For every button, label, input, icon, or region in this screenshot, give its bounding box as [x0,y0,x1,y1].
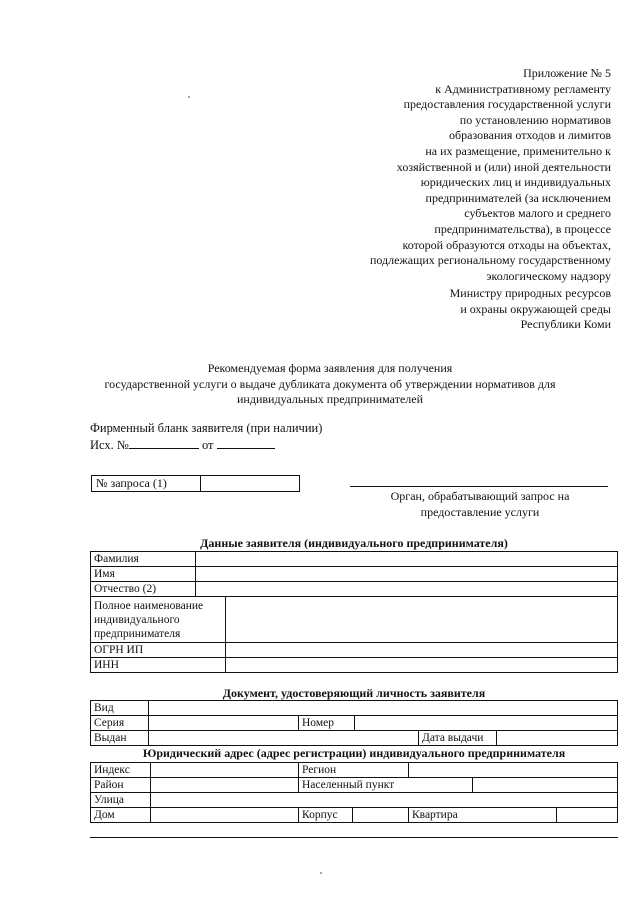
header-line: предпринимательства), в процессе [434,221,611,236]
header-line: подлежащих региональному государственному [369,253,611,268]
table-row [91,731,618,746]
identity-section-title: Документ, удостоверяющий личность заявителя [222,686,486,700]
inn-field[interactable] [226,658,618,673]
street-field[interactable] [151,793,618,808]
apartment-field[interactable] [557,808,618,823]
doc-type-field[interactable] [149,701,618,716]
patronymic-field[interactable] [196,582,618,597]
table-row [91,778,618,793]
addressee-block [450,286,611,333]
doc-date-field[interactable] [497,731,618,746]
header-line: образования отходов и лимитов [449,128,611,143]
header-line: предоставления государственной услуги [403,97,611,112]
full-name-field[interactable] [226,597,618,643]
organ-caption [350,489,610,520]
request-number-field[interactable] [201,476,299,491]
identity-table [90,700,618,746]
ref-date-field[interactable] [217,436,275,449]
patronymic-label: Отчество (2) [91,582,196,597]
table-row [91,793,618,808]
region-field[interactable] [409,763,618,778]
scan-speck [188,96,190,98]
doc-issued-label: Выдан [91,731,149,746]
building-field[interactable] [353,808,409,823]
applicant-section-title: Данные заявителя (индивидуального предпринимателя) [200,536,508,550]
addressee-line: и охраны окружающей среды [460,301,611,316]
doc-issued-field[interactable] [149,731,419,746]
house-label: Дом [91,808,151,823]
doc-type-label: Вид [91,701,149,716]
form-title [90,361,570,408]
ogrnip-field[interactable] [226,643,618,658]
table-row [91,567,618,582]
header-line: предпринимателей (за исключением [425,190,611,205]
appendix-header [281,66,611,284]
letterhead-label: Фирменный бланк заявителя (при наличии) [90,421,323,435]
name-label: Имя [91,567,196,582]
doc-number-field[interactable] [355,716,618,731]
name-field[interactable] [196,567,618,582]
table-row [91,643,618,658]
organ-caption-line: Орган, обрабатывающий запрос на [390,489,570,503]
bottom-rule [90,837,618,838]
table-row [91,701,618,716]
header-line: юридических лиц и индивидуальных [420,175,611,190]
letterhead-block [90,420,322,453]
doc-series-label: Серия [91,716,149,731]
header-line: Приложение № 5 [523,66,611,80]
table-row [91,763,618,778]
scan-speck [320,872,322,874]
organ-signature-line[interactable] [350,486,608,487]
table-row [91,808,618,823]
header-line: экологическому надзору [486,268,611,283]
index-label: Индекс [91,763,151,778]
header-line: на их размещение, применительно к [425,143,611,158]
building-label: Корпус [299,808,353,823]
doc-number-label: Номер [299,716,355,731]
header-line: по установлению нормативов [459,112,611,127]
outgoing-ref-row [90,436,322,453]
surname-field[interactable] [196,552,618,567]
title-line: индивидуальных предпринимателей [237,392,423,406]
table-row [91,658,618,673]
locality-field[interactable] [473,778,618,793]
table-row [91,552,618,567]
locality-label: Населенный пункт [299,778,473,793]
request-number-box [91,475,300,492]
ref-number-label: Исх. № [90,438,129,452]
header-line: которой образуются отходы на объектах, [402,237,611,252]
header-line: к Административному регламенту [435,81,611,96]
organ-caption-line: предоставление услуги [420,504,540,519]
inn-label: ИНН [91,658,226,673]
header-line: субъектов малого и среднего [464,206,611,221]
address-section-title: Юридический адрес (адрес регистрации) индивидуального предпринимателя [142,746,566,760]
district-field[interactable] [151,778,299,793]
table-row [91,716,618,731]
surname-label: Фамилия [91,552,196,567]
addressee-line: Министру природных ресурсов [449,286,611,300]
table-row [91,597,618,643]
ref-date-label: от [201,438,214,452]
index-field[interactable] [151,763,299,778]
table-row [91,582,618,597]
applicant-table [90,551,618,673]
header-line: хозяйственной и (или) иной деятельности [396,159,611,174]
house-field[interactable] [151,808,299,823]
address-table [90,762,618,823]
district-label: Район [91,778,151,793]
doc-series-field[interactable] [149,716,299,731]
doc-date-label: Дата выдачи [419,731,497,746]
region-label: Регион [299,763,409,778]
apartment-label: Квартира [409,808,557,823]
title-line: Рекомендуемая форма заявления для получения [207,361,453,375]
addressee-line: Республики Коми [520,317,611,332]
request-number-label: № запроса (1) [92,476,201,491]
street-label: Улица [91,793,151,808]
ogrnip-label: ОГРН ИП [91,643,226,658]
ref-number-field[interactable] [129,436,199,449]
full-name-label: Полное наименование индивидуального предпринимателя [91,597,226,643]
title-line: государственной услуги о выдаче дубликата документа об утверждении нормативов для [104,376,556,391]
